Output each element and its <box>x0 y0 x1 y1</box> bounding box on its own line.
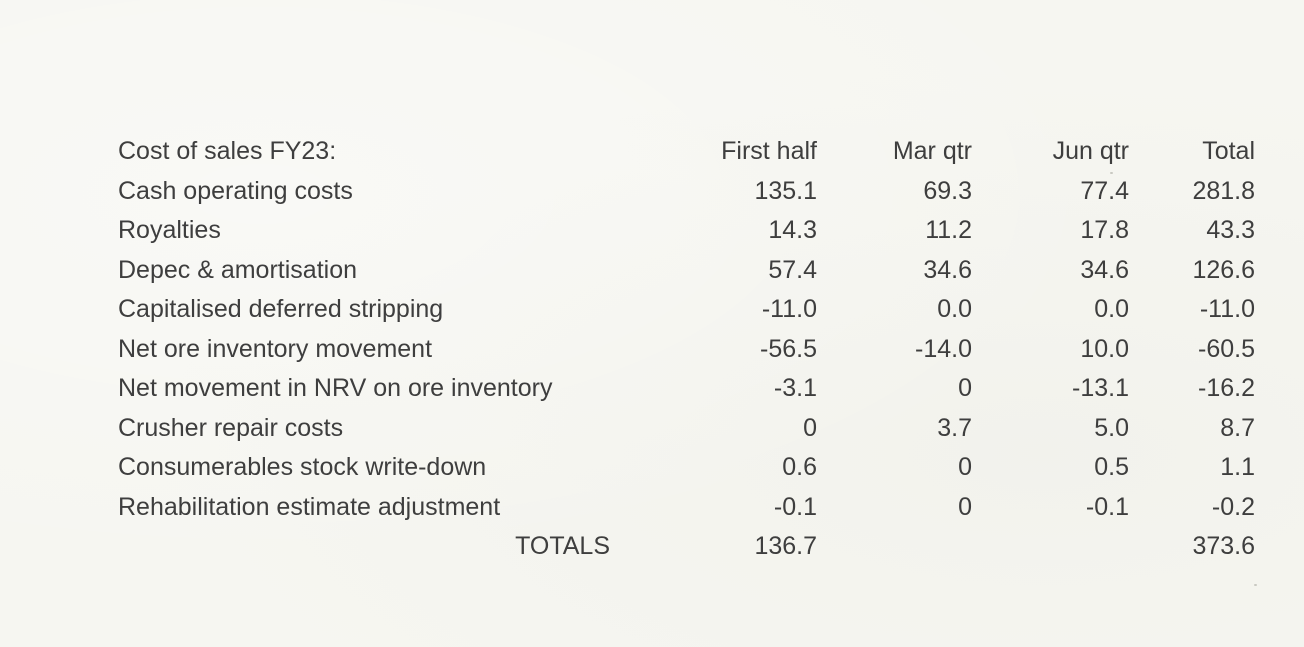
totals-row <box>118 527 1255 567</box>
cell-first-half: 14.3 <box>768 216 817 244</box>
column-header-total: Total <box>1202 137 1255 165</box>
total-mar-qtr <box>817 527 972 567</box>
row-label: Royalties <box>118 216 221 244</box>
cell-first-half: 0 <box>803 413 817 442</box>
cell-mar-qtr: 34.6 <box>923 255 972 284</box>
column-header-first-half: First half <box>721 137 817 165</box>
cell-mar-qtr: -14.0 <box>915 334 972 363</box>
cell-jun-qtr: 77.4 <box>1080 176 1129 205</box>
table-title: Cost of sales FY23: <box>118 137 337 165</box>
scan-speck <box>1110 172 1113 174</box>
cell-total: 126.6 <box>1192 255 1255 284</box>
cell-jun-qtr: 0.5 <box>1094 453 1129 481</box>
cell-total: -60.5 <box>1198 334 1255 363</box>
column-header-mar-qtr: Mar qtr <box>892 137 972 165</box>
cell-total: -0.2 <box>1211 492 1255 521</box>
table-row <box>118 172 1255 212</box>
table-row <box>118 290 1255 330</box>
cell-mar-qtr: 0 <box>958 492 972 521</box>
cell-first-half: -3.1 <box>773 374 817 402</box>
total-first-half: 136.7 <box>754 532 817 560</box>
cell-mar-qtr: 11.2 <box>925 216 972 244</box>
total-grand: 373.6 <box>1192 532 1255 560</box>
cell-jun-qtr: 5.0 <box>1094 413 1129 442</box>
row-label: Net movement in NRV on ore inventory <box>118 374 553 402</box>
table-row <box>118 211 1255 251</box>
table-row <box>118 251 1255 291</box>
cell-first-half: 135.1 <box>754 176 817 205</box>
cell-mar-qtr: 3.7 <box>937 413 972 442</box>
row-label: Cash operating costs <box>118 176 353 205</box>
cost-of-sales-table <box>118 132 1255 567</box>
table-row <box>118 369 1255 409</box>
cell-total: 43.3 <box>1206 216 1255 244</box>
row-label: Depec & amortisation <box>118 255 358 284</box>
row-label: Net ore inventory movement <box>118 334 433 363</box>
table-row <box>118 448 1255 488</box>
cell-total: -11.0 <box>1199 295 1255 323</box>
cell-jun-qtr: 10.0 <box>1080 334 1129 363</box>
cell-mar-qtr: 69.3 <box>923 176 972 205</box>
cell-total: 281.8 <box>1192 176 1255 205</box>
scan-speck <box>1254 584 1257 586</box>
cell-jun-qtr: -13.1 <box>1072 374 1129 402</box>
cell-first-half: 57.4 <box>768 255 817 284</box>
cell-first-half: -11.0 <box>761 295 817 323</box>
cell-first-half: -0.1 <box>773 492 817 521</box>
row-label: Capitalised deferred stripping <box>118 295 444 323</box>
cell-mar-qtr: 0.0 <box>937 295 972 323</box>
column-header-jun-qtr: Jun qtr <box>1052 137 1129 165</box>
row-label: Consumerables stock write-down <box>118 453 487 481</box>
cell-jun-qtr: 0.0 <box>1094 295 1129 323</box>
totals-label: TOTALS <box>515 532 610 560</box>
cell-first-half: -56.5 <box>760 334 817 363</box>
table-row <box>118 330 1255 370</box>
cell-jun-qtr: 17.8 <box>1080 216 1129 244</box>
cell-mar-qtr: 0 <box>958 453 972 481</box>
cell-total: 1.1 <box>1220 453 1255 481</box>
total-jun-qtr <box>972 527 1129 567</box>
cell-jun-qtr: 34.6 <box>1080 255 1129 284</box>
cell-total: -16.2 <box>1198 374 1255 402</box>
table-row <box>118 409 1255 449</box>
cell-mar-qtr: 0 <box>958 374 972 402</box>
row-label: Rehabilitation estimate adjustment <box>118 492 501 521</box>
header-row <box>118 132 1255 172</box>
cell-first-half: 0.6 <box>782 453 817 481</box>
cell-total: 8.7 <box>1220 413 1255 442</box>
cell-jun-qtr: -0.1 <box>1085 492 1129 521</box>
row-label: Crusher repair costs <box>118 413 344 442</box>
table-row <box>118 488 1255 528</box>
